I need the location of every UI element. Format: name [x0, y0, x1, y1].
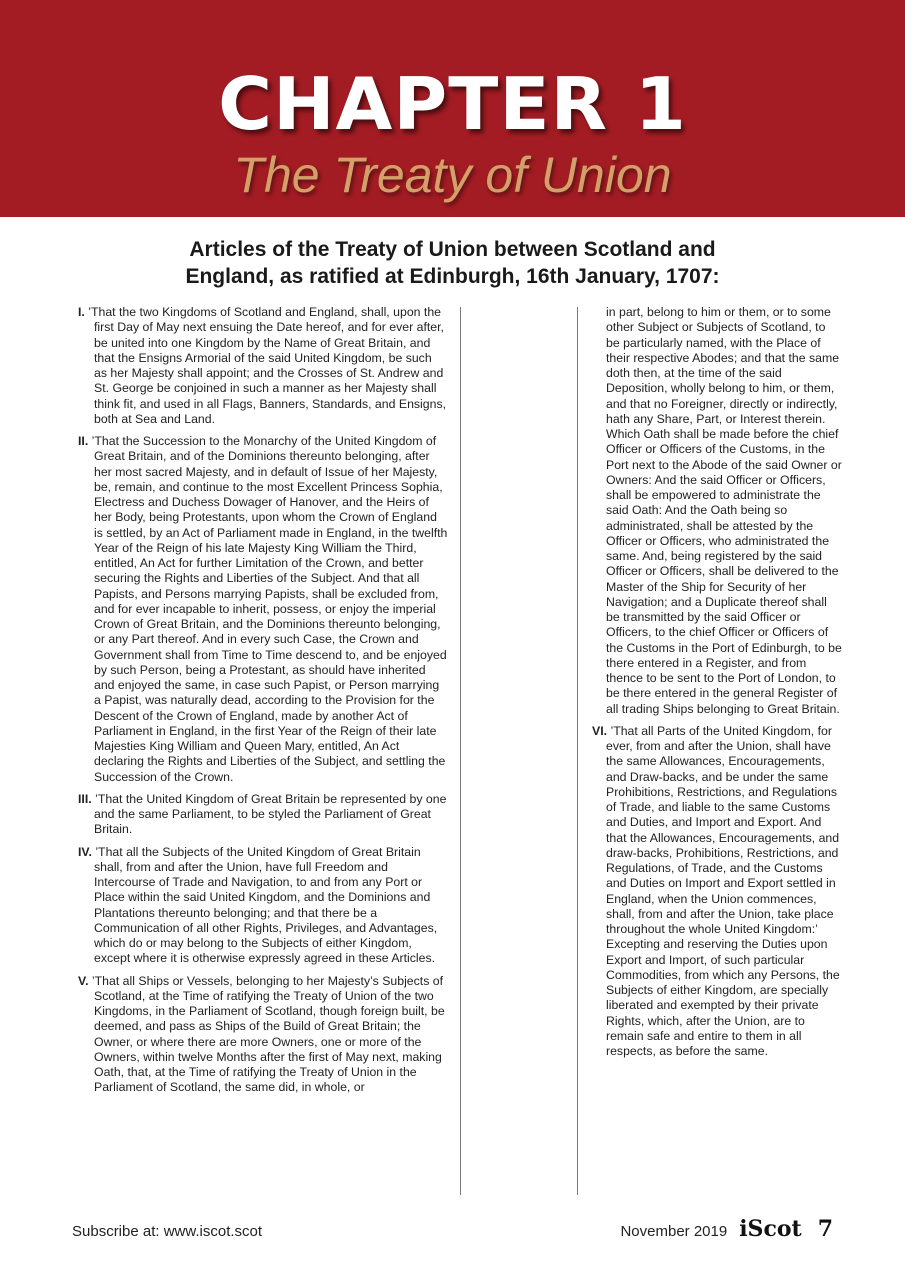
article-v: [78, 974, 448, 1096]
left-column: [78, 305, 448, 1103]
article-number: V.: [78, 973, 89, 988]
article-ii: [78, 434, 448, 785]
article-text: ’That the Succession to the Monarchy of the United Kingdom of Great Britain, and of the Dominions thereunto belonging, after her most sacred Majesty, and in default of Issue of her Majesty, be, remain, and continue to the most Excellent Princess Sophia, Electress and Duchess Dowager of Hanover, and the Heirs of her Body, being Protestants, upon whom the Crown of England is settled, by an Act of Parliament made in England, in the twelfth Year of the Reign of his late Majesty King William the Third, entitled, An Act for further Limitation of the Crown, and better securing the Rights and Liberties of the Subject. And that all Papists, and Persons marrying Papists, shall be excluded from, and for ever incapable to inherit, possess, or enjoy the imperial Crown of Great Britain, and the Dominions thereunto belonging, or any Part thereof. And in every such Case, the Crown and Government shall from Time to Time descend to, and be enjoyed by such Person, being a Protestant, as should have inherited and enjoyed the same, in case such Papist, or Person marrying a Papist, was naturally dead, according to the Provision for the Descent of the Crown of England, made by another Act of Parliament in England, in the first Year of the Reign of their late Majesties King William and Queen Mary, entitled, An Act declaring the Rights and Liberties of the Subject, and settling the Succession of the Crown.: [91, 434, 448, 784]
chapter-banner: [0, 0, 905, 217]
heading-line-2: England, as ratified at Edinburgh, 16th January, 1707:: [185, 265, 720, 288]
article-text: ’That all Parts of the United Kingdom, for ever, from and after the Union, shall have the same Allowances, Encouragements, and Draw-backs, and be under the same Prohibitions, Restrictions, and Regulations of Trade, and liable to the same Customs and Duties, and Import and Export. And that the Allowances, Encouragements, and draw-backs, Prohibitions, Restrictions, and Regulations, of Trade, and the Customs and Duties on Import and Export settled in England, when the Union commences, shall, from and after the Union, take place throughout the whole United Kingdom:’ Excepting and reserving the Duties upon Export and Import, of such particular Commodities, from which any Persons, the Subjects of either Kingdom, are specially liberated and exempted by their private Rights, which, after the Union, are to remain safe and entire to them in all respects, as before the same.: [606, 723, 840, 1058]
brand-logo: iScot: [739, 1216, 802, 1242]
article-iii: [78, 792, 448, 838]
article-v-continuation: in part, belong to him or them, or to some other Subject or Subjects of Scotland, to be particularly named, with the Place of their respective Abodes; and that the same doth then, at the time of the said Deposition, wholly belong to him, or them, and that no Foreigner, directly or indirectly, hath any Share, Part, or Interest therein. Which Oath shall be made before the chief Officer or Officers of the Customs, in the Port next to the Abode of the said Owner or Owners: And the said Officer or Officers, shall be empowered to administrate the said Oath: And the Oath being so administrated, shall be attested by the Officer or Officers, who administrated the same. And, being registered by the said Officer or Officers, shall be delivered to the Master of the Ship for Security of her Navigation; and a Duplicate thereof shall be transmitted by the said Officer or Officers, to the chief Officer or Officers of the Customs in the Port of Edinburgh, to be there entered in a Register, and from thence to be sent to the Port of London, to be there entered in the general Register of all trading Ships belonging to Great Britain.: [606, 305, 842, 716]
article-iv: [78, 845, 448, 967]
chapter-subtitle: The Treaty of Union: [233, 147, 672, 203]
article-text: ’That all the Subjects of the United Kingdom of Great Britain shall, from and after the Union, have full Freedom and Intercourse of Trade and Navigation, to and from any Port or Place within the said United Kingdom, and the Dominions and Plantations thereunto belonging; and that there be a Communication of all other Rights, Privileges, and Advantages, which do or may belong to the Subjects of either Kingdom, except where it is otherwise expressly agreed in these Articles.: [94, 844, 438, 966]
article-number: VI.: [592, 723, 608, 738]
article-text: ’That the two Kingdoms of Scotland and England, shall, upon the first Day of May next ensuing the Date hereof, and for ever after, be united into one Kingdom by the Name of Great Britain, and that the Ensigns Armorial of the said United Kingdom, be such as her Majesty shall appoint; and the Crosses of St. Andrew and St. George be conjoined in such a manner as her Majesty shall think fit, and used in all Flags, Banners, Standards, and Ensigns, both at Sea and Land.: [88, 305, 447, 426]
column-divider: [460, 307, 461, 1195]
right-column: [592, 305, 842, 1066]
chapter-title: CHAPTER 1: [218, 62, 687, 146]
page-number: 7: [817, 1216, 833, 1242]
article-number: III.: [78, 791, 92, 806]
heading-line-1: Articles of the Treaty of Union between Scotland and: [189, 238, 716, 261]
issue-date: November 2019: [620, 1223, 728, 1240]
article-heading: [0, 236, 905, 290]
column-divider: [577, 307, 578, 1195]
article-number: IV.: [78, 844, 92, 859]
article-text: ’That the United Kingdom of Great Britain be represented by one and the same Parliament, to be styled the Parliament of Great Britain.: [94, 791, 447, 837]
article-text: ’That all Ships or Vessels, belonging to her Majesty’s Subjects of Scotland, at the Time of ratifying the Treaty of Union of the two Kingdoms, in the Parliament of Scotland, though foreign built, be deemed, and pass as Ships of the Build of Great Britain; the Owner, or where there are more Owners, one or more of the Owners, within twelve Months after the first of May next, making Oath, that, at the Time of ratifying the Treaty of Union in the Parliament of Scotland, the same did, in whole, or: [91, 973, 445, 1095]
article-number: I.: [78, 305, 85, 319]
article-vi: [592, 724, 842, 1060]
page-footer: [620, 1216, 833, 1242]
subscribe-footer: Subscribe at: www.iscot.scot: [72, 1223, 263, 1240]
article-i: [78, 305, 448, 427]
article-number: II.: [78, 434, 89, 448]
